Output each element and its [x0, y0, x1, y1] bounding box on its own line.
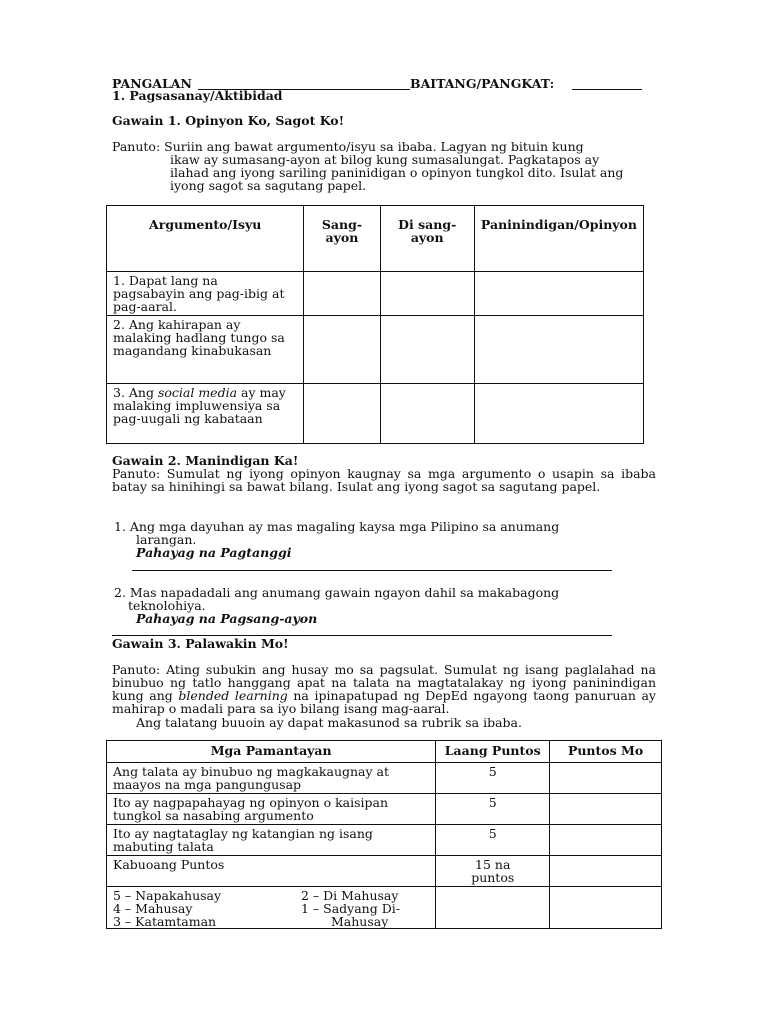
table-row	[107, 384, 644, 444]
gawain2-item1: 1. Ang mga dayuhan ay mas magaling kaysa mga Pilipino sa anumang	[114, 519, 560, 534]
table-row	[107, 316, 644, 384]
rubric-table	[106, 740, 662, 929]
rubric-header-pamantayan: Mga Pamantayan	[107, 741, 436, 763]
di-sang-ayon-cell[interactable]	[380, 384, 474, 444]
name-label: PANGALAN	[112, 76, 192, 91]
pagsang-ayon-label: Pahayag na Pagsang-ayon	[136, 611, 318, 626]
sang-ayon-cell[interactable]	[304, 272, 380, 316]
gawain1-panuto-line: iyong sagot sa sagutang papel.	[170, 178, 367, 193]
scale-item: 2 – Di Mahusay	[301, 888, 399, 903]
answer-line-1[interactable]	[132, 570, 612, 571]
rubric-points: 5	[436, 763, 550, 794]
gawain2-item2-cont: teknolohiya.	[128, 598, 206, 613]
rubric-row	[107, 856, 662, 887]
argument-line: 3. Ang social media ay may	[113, 385, 286, 400]
header-argumento: Argumento/Isyu	[107, 206, 304, 272]
rubric-score-cell[interactable]	[550, 794, 662, 825]
opinyon-cell[interactable]	[474, 316, 643, 384]
rubric-criteria: Kabuoang Puntos	[107, 856, 436, 887]
argument-line: pag-aaral.	[113, 299, 177, 314]
header-di-sang-ayon: Di sang- ayon	[380, 206, 474, 272]
gawain2-title: Gawain 2. Manindigan Ka!	[112, 453, 299, 468]
rubric-criteria: Ito ay nagpapahayag ng opinyon o kaisipan tungkol sa nasabing argumento	[107, 794, 436, 825]
rubric-points: 5	[436, 825, 550, 856]
rubric-scale-row	[107, 887, 662, 929]
argument-line: malaking hadlang tungo sa	[113, 330, 285, 345]
gawain3-panuto: Panuto: Ating subukin ang husay mo sa pagsulat. Sumulat ng isang paglalahad na binubuo ng tatlo hanggang apat na talata na magtatalakay ng iyong paninindigan kung ang blended learning na ipinapatupad ng DepEd ngayong taong panuruan ay mahirap o madali para sa iyo bilang isang mag-aaral.	[112, 662, 656, 716]
argument-line: magandang kinabukasan	[113, 343, 272, 358]
header-sang-ayon: Sang- ayon	[304, 206, 380, 272]
gawain1-panuto-line: ilahad ang iyong sariling paninidigan o opinyon tungkol dito. Isulat ang	[170, 165, 624, 180]
argument-line: pag-uugali ng kabataan	[113, 411, 263, 426]
pagtanggi-label: Pahayag na Pagtanggi	[136, 545, 292, 560]
di-sang-ayon-cell[interactable]	[380, 316, 474, 384]
section-title: 1. Pagsasanay/Aktibidad	[112, 88, 283, 103]
table-header-row	[107, 206, 644, 272]
rubric-criteria: Ang talata ay binubuo ng magkakaugnay at maayos na mga pangungusap	[107, 763, 436, 794]
rubric-points: 15 na puntos	[436, 856, 550, 887]
di-sang-ayon-cell[interactable]	[380, 272, 474, 316]
gawain3-title: Gawain 3. Palawakin Mo!	[112, 636, 289, 651]
empty-cell	[550, 887, 662, 929]
rubric-header-puntos-mo: Puntos Mo	[550, 741, 662, 763]
gawain1-panuto: Panuto: Suriin ang bawat argumento/isyu sa ibaba. Lagyan ng bituin kung	[112, 139, 584, 154]
argument-cell	[107, 272, 304, 316]
rating-scale	[107, 887, 436, 929]
argument-cell	[107, 316, 304, 384]
grade-label: BAITANG/PANGKAT:	[410, 76, 555, 91]
rubric-score-cell[interactable]	[550, 825, 662, 856]
sang-ayon-cell[interactable]	[304, 316, 380, 384]
scale-item: 5 – Napakahusay	[113, 888, 222, 903]
gawain2-item2: 2. Mas napadadali ang anumang gawain ngayon dahil sa makabagong	[114, 585, 560, 600]
sang-ayon-cell[interactable]	[304, 384, 380, 444]
argument-line: pagsabayin ang pag-ibig at	[113, 286, 285, 301]
grade-blank-line	[572, 89, 642, 90]
scale-item: 1 – Sadyang Di-	[301, 901, 400, 916]
rubric-header-laang-puntos: Laang Puntos	[436, 741, 550, 763]
rubric-header-row	[107, 741, 662, 763]
table-row	[107, 272, 644, 316]
header-paninindigan: Paninindigan/Opinyon	[474, 206, 643, 272]
gawain3-panuto-c: Ang talatang buuoin ay dapat makasunod sa rubrik sa ibaba.	[136, 715, 522, 730]
gawain1-title: Gawain 1. Opinyon Ko, Sagot Ko!	[112, 113, 345, 128]
rubric-score-cell[interactable]	[550, 856, 662, 887]
argument-cell	[107, 384, 304, 444]
argument-line: 2. Ang kahirapan ay	[113, 317, 241, 332]
gawain2-item1-cont: larangan.	[136, 532, 197, 547]
rubric-points: 5	[436, 794, 550, 825]
opinyon-cell[interactable]	[474, 272, 643, 316]
gawain2-panuto: Panuto: Sumulat ng iyong opinyon kaugnay sa mga argumento o usapin sa ibaba batay sa hinihingi sa bawat bilang. Isulat ang iyong sagot sa sagutang papel.	[112, 466, 656, 494]
opinyon-cell[interactable]	[474, 384, 643, 444]
scale-item: 4 – Mahusay	[113, 901, 193, 916]
scale-item: Mahusay	[331, 914, 389, 929]
argument-line: malaking impluwensiya sa	[113, 398, 281, 413]
empty-cell	[436, 887, 550, 929]
opinion-table	[106, 205, 644, 444]
rubric-criteria: Ito ay nagtataglay ng katangian ng isang mabuting talata	[107, 825, 436, 856]
scale-item: 3 – Katamtaman	[113, 914, 217, 929]
rubric-row	[107, 825, 662, 856]
gawain1-panuto-line: ikaw ay sumasang-ayon at bilog kung sumasalungat. Pagkatapos ay	[170, 152, 600, 167]
rubric-row	[107, 763, 662, 794]
argument-line: 1. Dapat lang na	[113, 273, 218, 288]
rubric-score-cell[interactable]	[550, 763, 662, 794]
rubric-row	[107, 794, 662, 825]
